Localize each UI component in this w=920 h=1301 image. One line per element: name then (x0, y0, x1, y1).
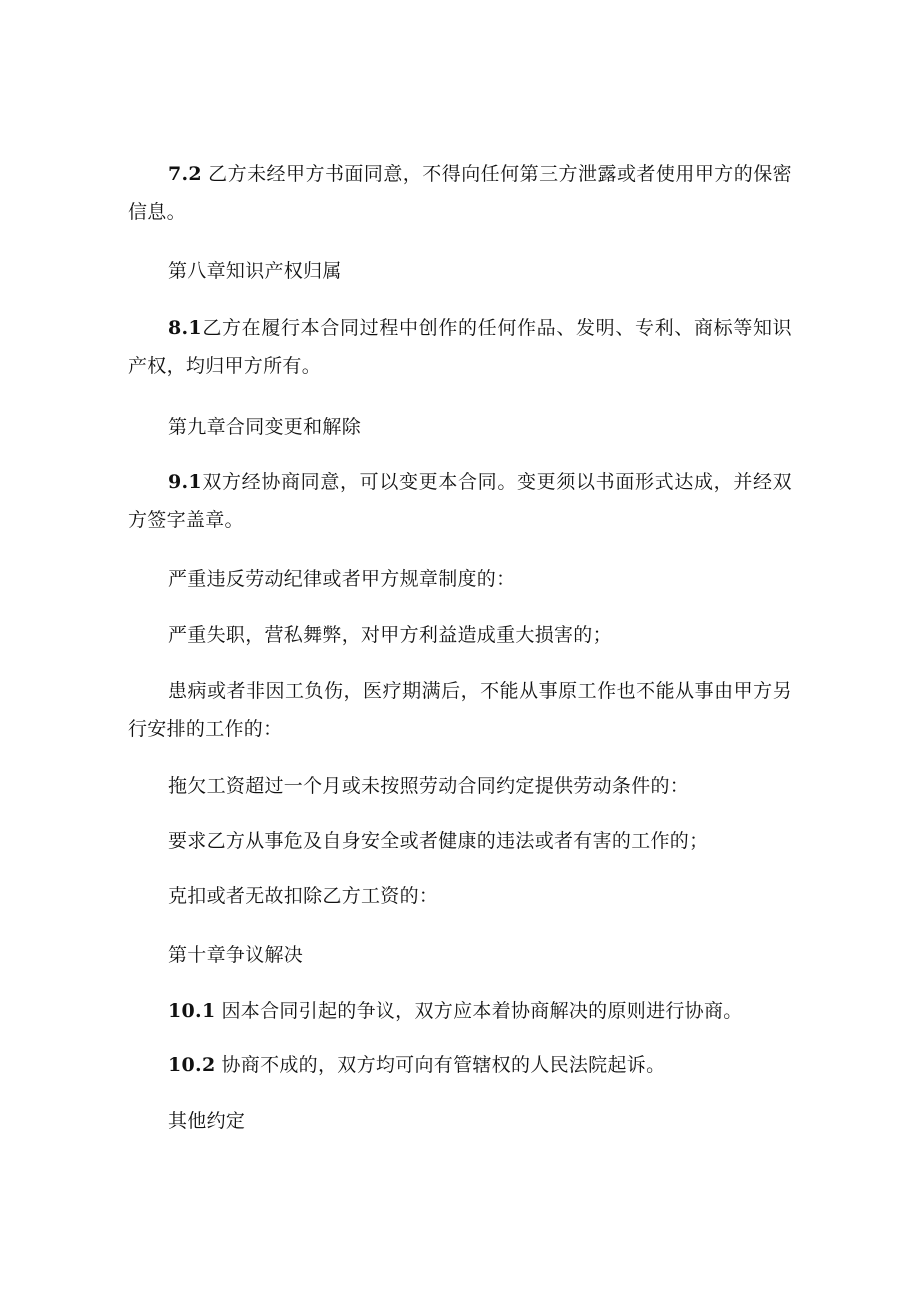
clause-text: 协商不成的，双方均可向有管辖权的人民法院起诉。 (221, 1054, 666, 1076)
clause-9-1 (128, 463, 792, 539)
clause-number: 10.1 (168, 1000, 216, 1022)
clause-7-2 (128, 155, 792, 231)
chapter-8-heading: 第八章知识产权归属 (168, 260, 342, 282)
clause-number: 9.1 (168, 471, 202, 493)
list-item: 严重违反劳动纪律或者甲方规章制度的： (168, 568, 516, 590)
list-item: 要求乙方从事危及自身安全或者健康的违法或者有害的工作的； (168, 830, 709, 852)
list-item: 患病或者非因工负伤，医疗期满后，不能从事原工作也不能从事由甲方另行安排的工作的： (128, 680, 792, 740)
clause-number: 7.2 (168, 163, 202, 185)
list-item: 严重失职，营私舞弊，对甲方利益造成重大损害的； (168, 624, 612, 646)
chapter-9-heading: 第九章合同变更和解除 (168, 416, 362, 438)
clause-10-2 (128, 1046, 792, 1084)
clause-text: 因本合同引起的争议，双方应本着协商解决的原则进行协商。 (221, 1000, 743, 1022)
clause-text: 乙方在履行本合同过程中创作的任何作品、发明、专利、商标等知识产权，均归甲方所有。 (128, 317, 792, 377)
clause-8-1 (128, 309, 792, 385)
clause-text: 双方经协商同意，可以变更本合同。变更须以书面形式达成，并经双方签字盖章。 (128, 471, 792, 531)
list-item: 拖欠工资超过一个月或未按照劳动合同约定提供劳动条件的： (168, 775, 690, 797)
other-agreements-label: 其他约定 (168, 1110, 246, 1132)
clause-number: 8.1 (168, 317, 202, 339)
clause-number: 10.2 (168, 1054, 216, 1076)
list-item: 克扣或者无故扣除乙方工资的： (168, 885, 439, 907)
clause-10-1 (128, 992, 792, 1030)
clause-text: 乙方未经甲方书面同意，不得向任何第三方泄露或者使用甲方的保密信息。 (128, 163, 792, 223)
chapter-10-heading: 第十章争议解决 (168, 944, 304, 966)
